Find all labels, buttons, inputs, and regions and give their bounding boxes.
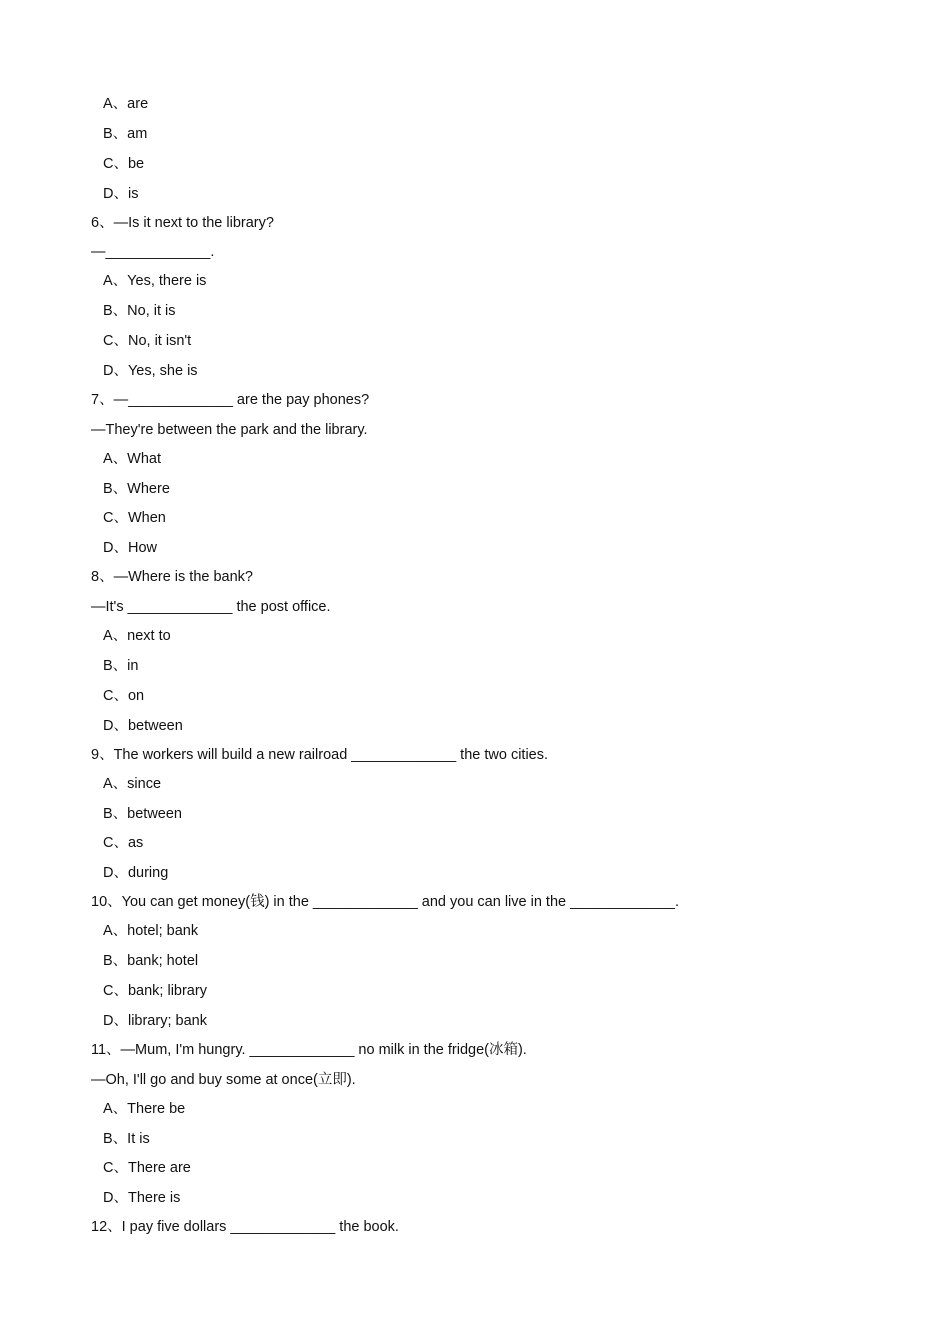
option-line: A、There be bbox=[103, 1101, 186, 1117]
option-line: A、Yes, there is bbox=[103, 273, 207, 289]
option-line: C、When bbox=[103, 510, 166, 526]
option-line: C、on bbox=[103, 688, 145, 704]
answer-line: —It's _____________ the post office. bbox=[91, 599, 331, 615]
option-line: A、What bbox=[103, 451, 162, 467]
question-line: 7、—_____________ are the pay phones? bbox=[91, 392, 370, 408]
option-line: B、Where bbox=[103, 481, 170, 497]
question-line: 9、The workers will build a new railroad _____________ the two cities. bbox=[91, 747, 549, 763]
option-line: A、are bbox=[103, 96, 149, 112]
option-line: B、am bbox=[103, 126, 148, 142]
option-line: D、Yes, she is bbox=[103, 363, 198, 379]
option-line: D、is bbox=[103, 186, 139, 202]
question-line: 6、—Is it next to the library? bbox=[91, 215, 274, 231]
option-line: C、as bbox=[103, 835, 144, 851]
option-line: C、There are bbox=[103, 1160, 191, 1176]
option-line: D、during bbox=[103, 865, 169, 881]
option-line: A、since bbox=[103, 776, 162, 792]
option-line: D、How bbox=[103, 540, 157, 556]
option-line: C、bank; library bbox=[103, 983, 207, 999]
option-line: B、between bbox=[103, 806, 182, 822]
answer-line: —Oh, I'll go and buy some at once(立即). bbox=[91, 1072, 356, 1088]
option-line: A、next to bbox=[103, 628, 171, 644]
option-line: D、library; bank bbox=[103, 1013, 207, 1029]
question-line: 11、—Mum, I'm hungry. _____________ no milk in the fridge(冰箱). bbox=[91, 1042, 527, 1058]
answer-line: —They're between the park and the library. bbox=[91, 422, 368, 438]
question-line: 8、—Where is the bank? bbox=[91, 569, 253, 585]
question-line: 12、I pay five dollars _____________ the book. bbox=[91, 1219, 399, 1235]
option-line: A、hotel; bank bbox=[103, 923, 199, 939]
option-line: D、There is bbox=[103, 1190, 181, 1206]
option-line: B、It is bbox=[103, 1131, 150, 1147]
option-line: B、bank; hotel bbox=[103, 953, 199, 969]
answer-line: —_____________. bbox=[91, 244, 215, 260]
option-line: C、be bbox=[103, 156, 145, 172]
option-line: B、No, it is bbox=[103, 303, 176, 319]
option-line: C、No, it isn't bbox=[103, 333, 192, 349]
option-line: D、between bbox=[103, 718, 183, 734]
option-line: B、in bbox=[103, 658, 139, 674]
question-line: 10、You can get money(钱) in the _____________ and you can live in the _____________. bbox=[91, 894, 679, 910]
